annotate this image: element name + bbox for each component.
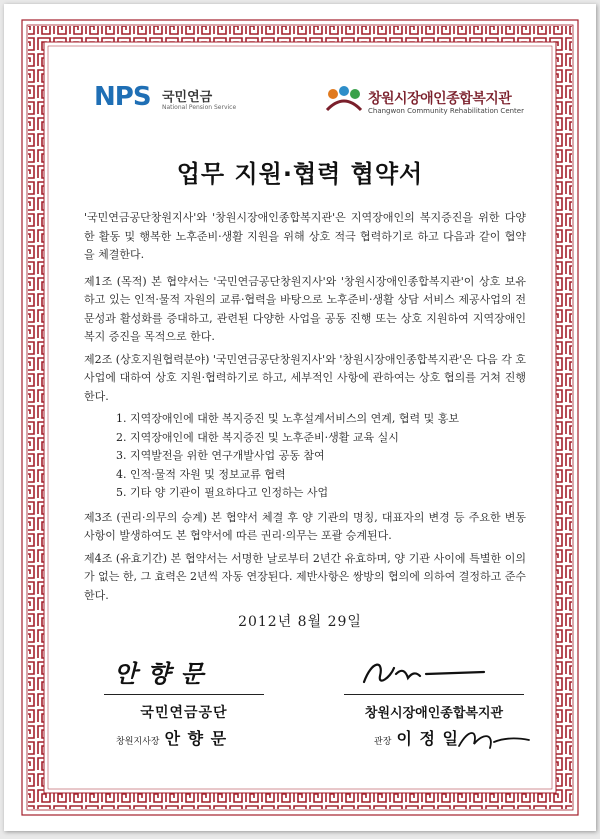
cooperation-item: 3. 지역발전을 위한 연구개발사업 공동 참여 bbox=[116, 449, 325, 462]
intro-paragraph: '국민연금공단창원지사'와 '창원시장애인종합복지관'은 지역장애인의 복지증진을 위한 다양한 활동 및 행복한 노후준비·생활 지원을 위해 상호 적극 협력하기로 하고 다음과 같이 협약을 체결한다. bbox=[84, 211, 526, 261]
article-1: 제1조 (목적) 본 협약서는 '국민연금공단창원지사'와 '창원시장애인종합복지관'이 상호 보유하고 있는 인적·물적 자원의 교류·협력을 바탕으로 노후준비·생활 상담 서비스 제공사업의 전문성과 활성화를 증대하고, 관련된 다양한 사업을 공동 진행 또는 상호 지원하여 지역장애인 복지 증진을 목적으로 한다. bbox=[84, 274, 526, 343]
left-signature-block bbox=[94, 652, 274, 752]
article-4: 제4조 (유효기간) 본 협약서는 서명한 날로부터 2년간 유효하며, 양 기관 사이에 특별한 이의가 없는 한, 그 효력은 2년씩 자동 연장된다. 제반사항은 쌍방의 협의에 의하여 결정하고 준수한다. bbox=[84, 551, 526, 602]
changwon-korean-name: 창원시장애인종합복지관 bbox=[368, 91, 512, 107]
cooperation-item: 1. 지역장애인에 대한 복지증진 및 노후설계서비스의 연계, 협력 및 홍보 bbox=[116, 412, 459, 425]
right-signature-line bbox=[344, 694, 524, 695]
right-handwritten-signature bbox=[334, 652, 534, 694]
nps-korean-name: 국민연금 bbox=[162, 90, 213, 105]
cooperation-item: 5. 기타 양 기관이 필요하다고 인정하는 사업 bbox=[116, 486, 329, 499]
changwon-emblem-icon bbox=[324, 86, 364, 112]
changwon-english-name: Changwon Community Rehabilitation Center bbox=[368, 107, 524, 115]
document-title: 업무 지원·협력 협약서 bbox=[176, 160, 424, 188]
certificate-page bbox=[4, 4, 596, 831]
changwon-logo bbox=[324, 86, 524, 116]
nps-logo bbox=[94, 82, 237, 112]
cooperation-item: 2. 지역장애인에 대한 복지증진 및 노후준비·생활 교육 실시 bbox=[116, 430, 399, 444]
left-name: 안 향 문 bbox=[164, 729, 228, 748]
article-2: 제2조 (상호지원협력분야) '국민연금공단창원지사'와 '창원시장애인종합복지관'은 다음 각 호 사업에 대하여 상호 지원·협력하기로 하고, 세부적인 사항에 관하여는 상호 협의를 거쳐 진행한다. bbox=[84, 352, 526, 403]
nps-english-name: National Pension Service bbox=[162, 104, 237, 111]
article-3: 제3조 (권리·의무의 승계) 본 협약서 체결 후 양 기관의 명칭, 대표자의 변경 등 주요한 변동사항이 발생하여도 본 협약서에 따른 권리·의무는 포괄 승계된다. bbox=[84, 510, 526, 542]
right-role: 관장 bbox=[374, 737, 392, 747]
right-organization: 창원시장애인종합복지관 bbox=[364, 706, 504, 721]
cooperation-item: 4. 인적·물적 자원 및 정보교류 협력 bbox=[116, 467, 286, 481]
right-name: 이 정 일 bbox=[396, 729, 459, 748]
agreement-body bbox=[84, 209, 526, 609]
signing-date: 2012년 8월 29일 bbox=[238, 614, 362, 630]
cooperation-item-list bbox=[84, 410, 526, 503]
left-handwritten-signature: 안향문 bbox=[114, 659, 214, 688]
left-role: 창원지사장 bbox=[116, 737, 160, 747]
left-organization: 국민연금공단 bbox=[140, 705, 228, 721]
nps-mark: NPS bbox=[94, 82, 151, 112]
left-signature-line bbox=[104, 694, 264, 695]
right-name-overlay-scribble bbox=[454, 718, 534, 758]
right-signature-block bbox=[334, 652, 534, 752]
